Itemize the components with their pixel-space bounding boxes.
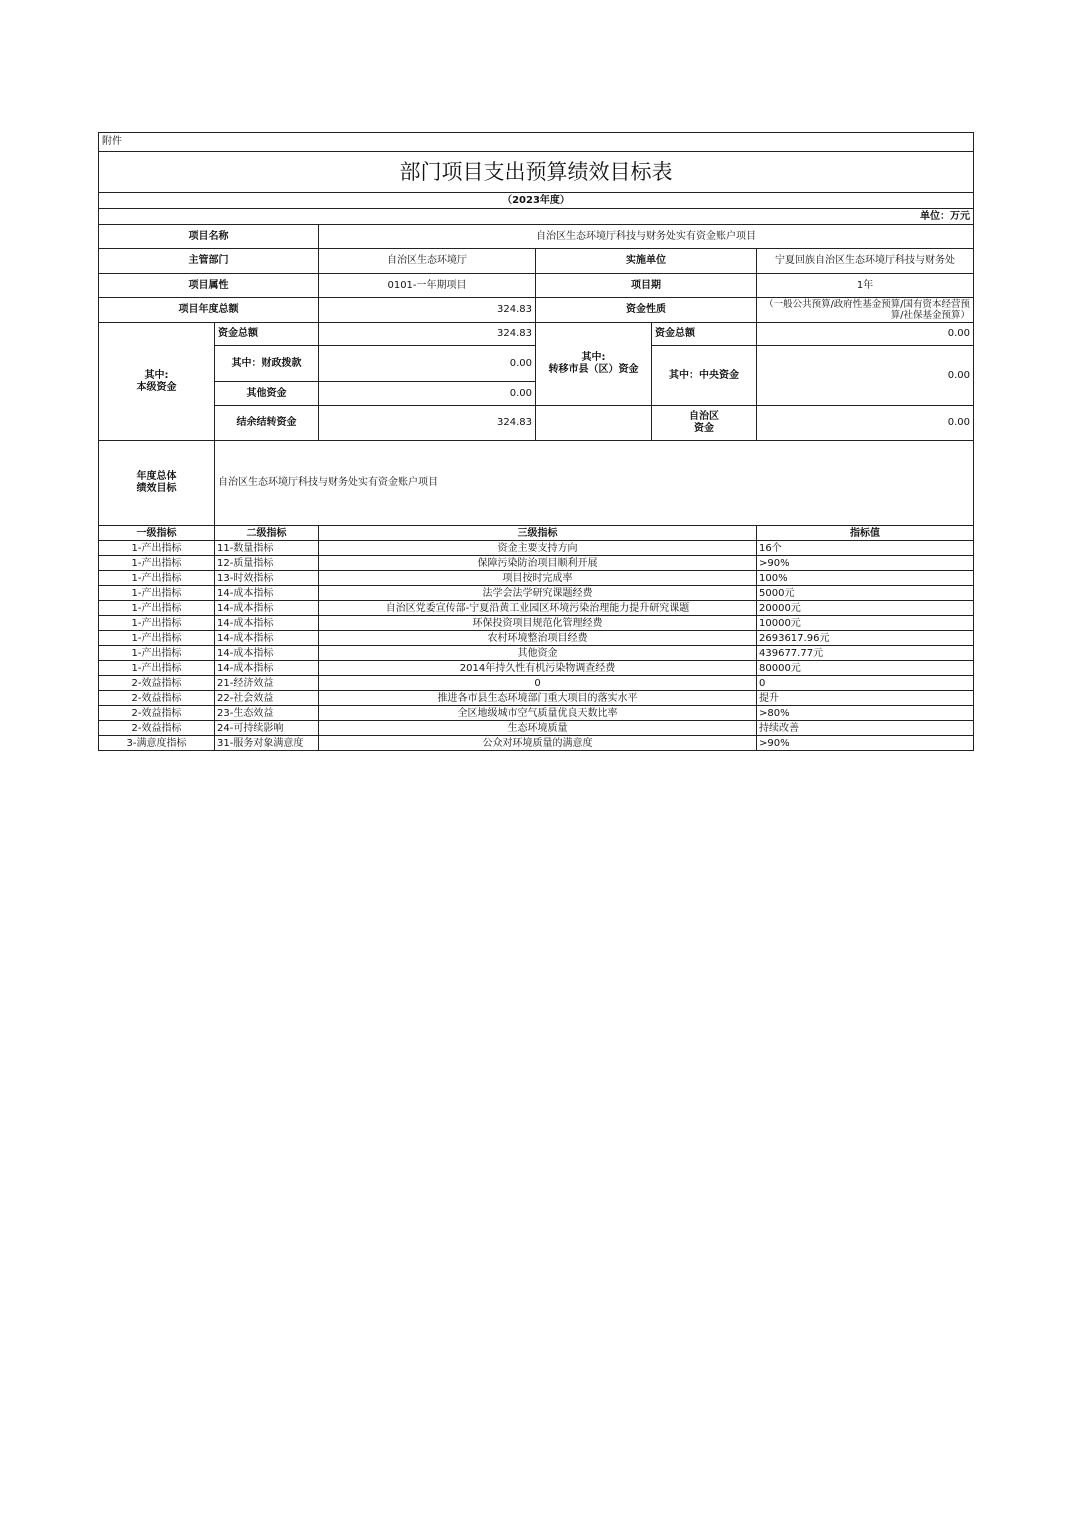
region-funds-value: 0.00 (757, 406, 974, 441)
budget-performance-sheet (98, 132, 973, 751)
level1-cell: 1-产出指标 (99, 601, 215, 616)
value-cell: 20000元 (757, 601, 974, 616)
level1-cell: 2-效益指标 (99, 676, 215, 691)
year-label: （2023年度） (99, 193, 974, 209)
level1-cell: 2-效益指标 (99, 706, 215, 721)
annual-goal-value: 自治区生态环境厅科技与财务处实有资金账户项目 (215, 441, 974, 526)
value-cell: 持续改善 (757, 721, 974, 736)
value-cell: 2693617.96元 (757, 631, 974, 646)
fund-nature-value: （一般公共预算/政府性基金预算/国有资本经营预算/社保基金预算） (757, 298, 974, 323)
level3-cell: 项目按时完成率 (319, 571, 757, 586)
level2-cell: 14-成本指标 (215, 631, 319, 646)
level1-cell: 2-效益指标 (99, 721, 215, 736)
level2-cell: 21-经济效益 (215, 676, 319, 691)
level3-cell: 全区地级城市空气质量优良天数比率 (319, 706, 757, 721)
unit-label: 单位：万元 (99, 209, 974, 225)
table-row (99, 571, 974, 586)
level3-cell: 法学会法学研究课题经费 (319, 586, 757, 601)
attachment-label: 附件 (99, 133, 974, 152)
carryover-funds-value: 324.83 (319, 406, 536, 441)
header-level1: 一级指标 (99, 526, 215, 541)
carryover-funds-label: 结余结转资金 (215, 406, 319, 441)
fund-total-value: 324.83 (319, 323, 536, 346)
table-row (99, 646, 974, 661)
value-cell: 提升 (757, 691, 974, 706)
performance-table (98, 132, 974, 751)
level2-cell: 14-成本指标 (215, 646, 319, 661)
level1-cell: 1-产出指标 (99, 646, 215, 661)
table-row (99, 631, 974, 646)
level2-cell: 14-成本指标 (215, 586, 319, 601)
other-funds-label: 其他资金 (215, 382, 319, 406)
transfer-funds-label: 其中: 转移市县（区）资金 (536, 323, 652, 406)
level3-cell: 其他资金 (319, 646, 757, 661)
fiscal-appropriation-label: 其中：财政拨款 (215, 346, 319, 382)
level2-cell: 14-成本指标 (215, 616, 319, 631)
project-name-value: 自治区生态环境厅科技与财务处实有资金账户项目 (319, 225, 974, 249)
table-row (99, 736, 974, 751)
level1-cell: 1-产出指标 (99, 631, 215, 646)
annual-goal-label: 年度总体 绩效目标 (99, 441, 215, 526)
value-cell: 16个 (757, 541, 974, 556)
project-attr-label: 项目属性 (99, 274, 319, 298)
level2-cell: 24-可持续影响 (215, 721, 319, 736)
table-row (99, 586, 974, 601)
table-row (99, 541, 974, 556)
annual-total-value: 324.83 (319, 298, 536, 323)
annual-total-label: 项目年度总额 (99, 298, 319, 323)
value-cell: 80000元 (757, 661, 974, 676)
header-level2: 二级指标 (215, 526, 319, 541)
level3-cell: 农村环境整治项目经费 (319, 631, 757, 646)
level3-cell: 环保投资项目规范化管理经费 (319, 616, 757, 631)
level3-cell: 自治区党委宣传部-宁夏沿黄工业园区环境污染治理能力提升研究课题 (319, 601, 757, 616)
fiscal-appropriation-value: 0.00 (319, 346, 536, 382)
level1-cell: 1-产出指标 (99, 556, 215, 571)
project-period-label: 项目期 (536, 274, 757, 298)
project-period-value: 1年 (757, 274, 974, 298)
level2-cell: 12-质量指标 (215, 556, 319, 571)
header-value: 指标值 (757, 526, 974, 541)
level2-cell: 14-成本指标 (215, 661, 319, 676)
transfer-total-label: 资金总额 (652, 323, 757, 346)
local-funds-label: 其中: 本级资金 (99, 323, 215, 441)
dept-value: 自治区生态环境厅 (319, 249, 536, 274)
table-row (99, 721, 974, 736)
other-funds-value: 0.00 (319, 382, 536, 406)
level3-cell: 资金主要支持方向 (319, 541, 757, 556)
value-cell: 5000元 (757, 586, 974, 601)
table-row (99, 691, 974, 706)
level1-cell: 1-产出指标 (99, 586, 215, 601)
level2-cell: 13-时效指标 (215, 571, 319, 586)
level3-cell: 2014年持久性有机污染物调查经费 (319, 661, 757, 676)
level2-cell: 23-生态效益 (215, 706, 319, 721)
level3-cell: 推进各市县生态环境部门重大项目的落实水平 (319, 691, 757, 706)
table-row (99, 676, 974, 691)
value-cell: >80% (757, 706, 974, 721)
project-attr-value: 0101-一年期项目 (319, 274, 536, 298)
level2-cell: 14-成本指标 (215, 601, 319, 616)
value-cell: 100% (757, 571, 974, 586)
level1-cell: 3-满意度指标 (99, 736, 215, 751)
impl-unit-value: 宁夏回族自治区生态环境厅科技与财务处 (757, 249, 974, 274)
impl-unit-label: 实施单位 (536, 249, 757, 274)
level1-cell: 1-产出指标 (99, 541, 215, 556)
level3-cell: 0 (319, 676, 757, 691)
level2-cell: 31-服务对象满意度 (215, 736, 319, 751)
table-row (99, 661, 974, 676)
level3-cell: 生态环境质量 (319, 721, 757, 736)
value-cell: >90% (757, 736, 974, 751)
fund-nature-label: 资金性质 (536, 298, 757, 323)
central-funds-value: 0.00 (757, 346, 974, 406)
region-funds-label: 自治区 资金 (652, 406, 757, 441)
value-cell: 10000元 (757, 616, 974, 631)
project-name-label: 项目名称 (99, 225, 319, 249)
central-funds-label: 其中：中央资金 (652, 346, 757, 406)
table-row (99, 601, 974, 616)
fund-total-label: 资金总额 (215, 323, 319, 346)
level1-cell: 1-产出指标 (99, 616, 215, 631)
table-row (99, 706, 974, 721)
level2-cell: 22-社会效益 (215, 691, 319, 706)
header-level3: 三级指标 (319, 526, 757, 541)
level3-cell: 保障污染防治项目顺利开展 (319, 556, 757, 571)
value-cell: >90% (757, 556, 974, 571)
level1-cell: 1-产出指标 (99, 661, 215, 676)
level3-cell: 公众对环境质量的满意度 (319, 736, 757, 751)
value-cell: 0 (757, 676, 974, 691)
dept-label: 主管部门 (99, 249, 319, 274)
table-row (99, 556, 974, 571)
level2-cell: 11-数量指标 (215, 541, 319, 556)
page-title: 部门项目支出预算绩效目标表 (99, 152, 974, 193)
value-cell: 439677.77元 (757, 646, 974, 661)
transfer-total-value: 0.00 (757, 323, 974, 346)
level1-cell: 1-产出指标 (99, 571, 215, 586)
table-row (99, 616, 974, 631)
level1-cell: 2-效益指标 (99, 691, 215, 706)
